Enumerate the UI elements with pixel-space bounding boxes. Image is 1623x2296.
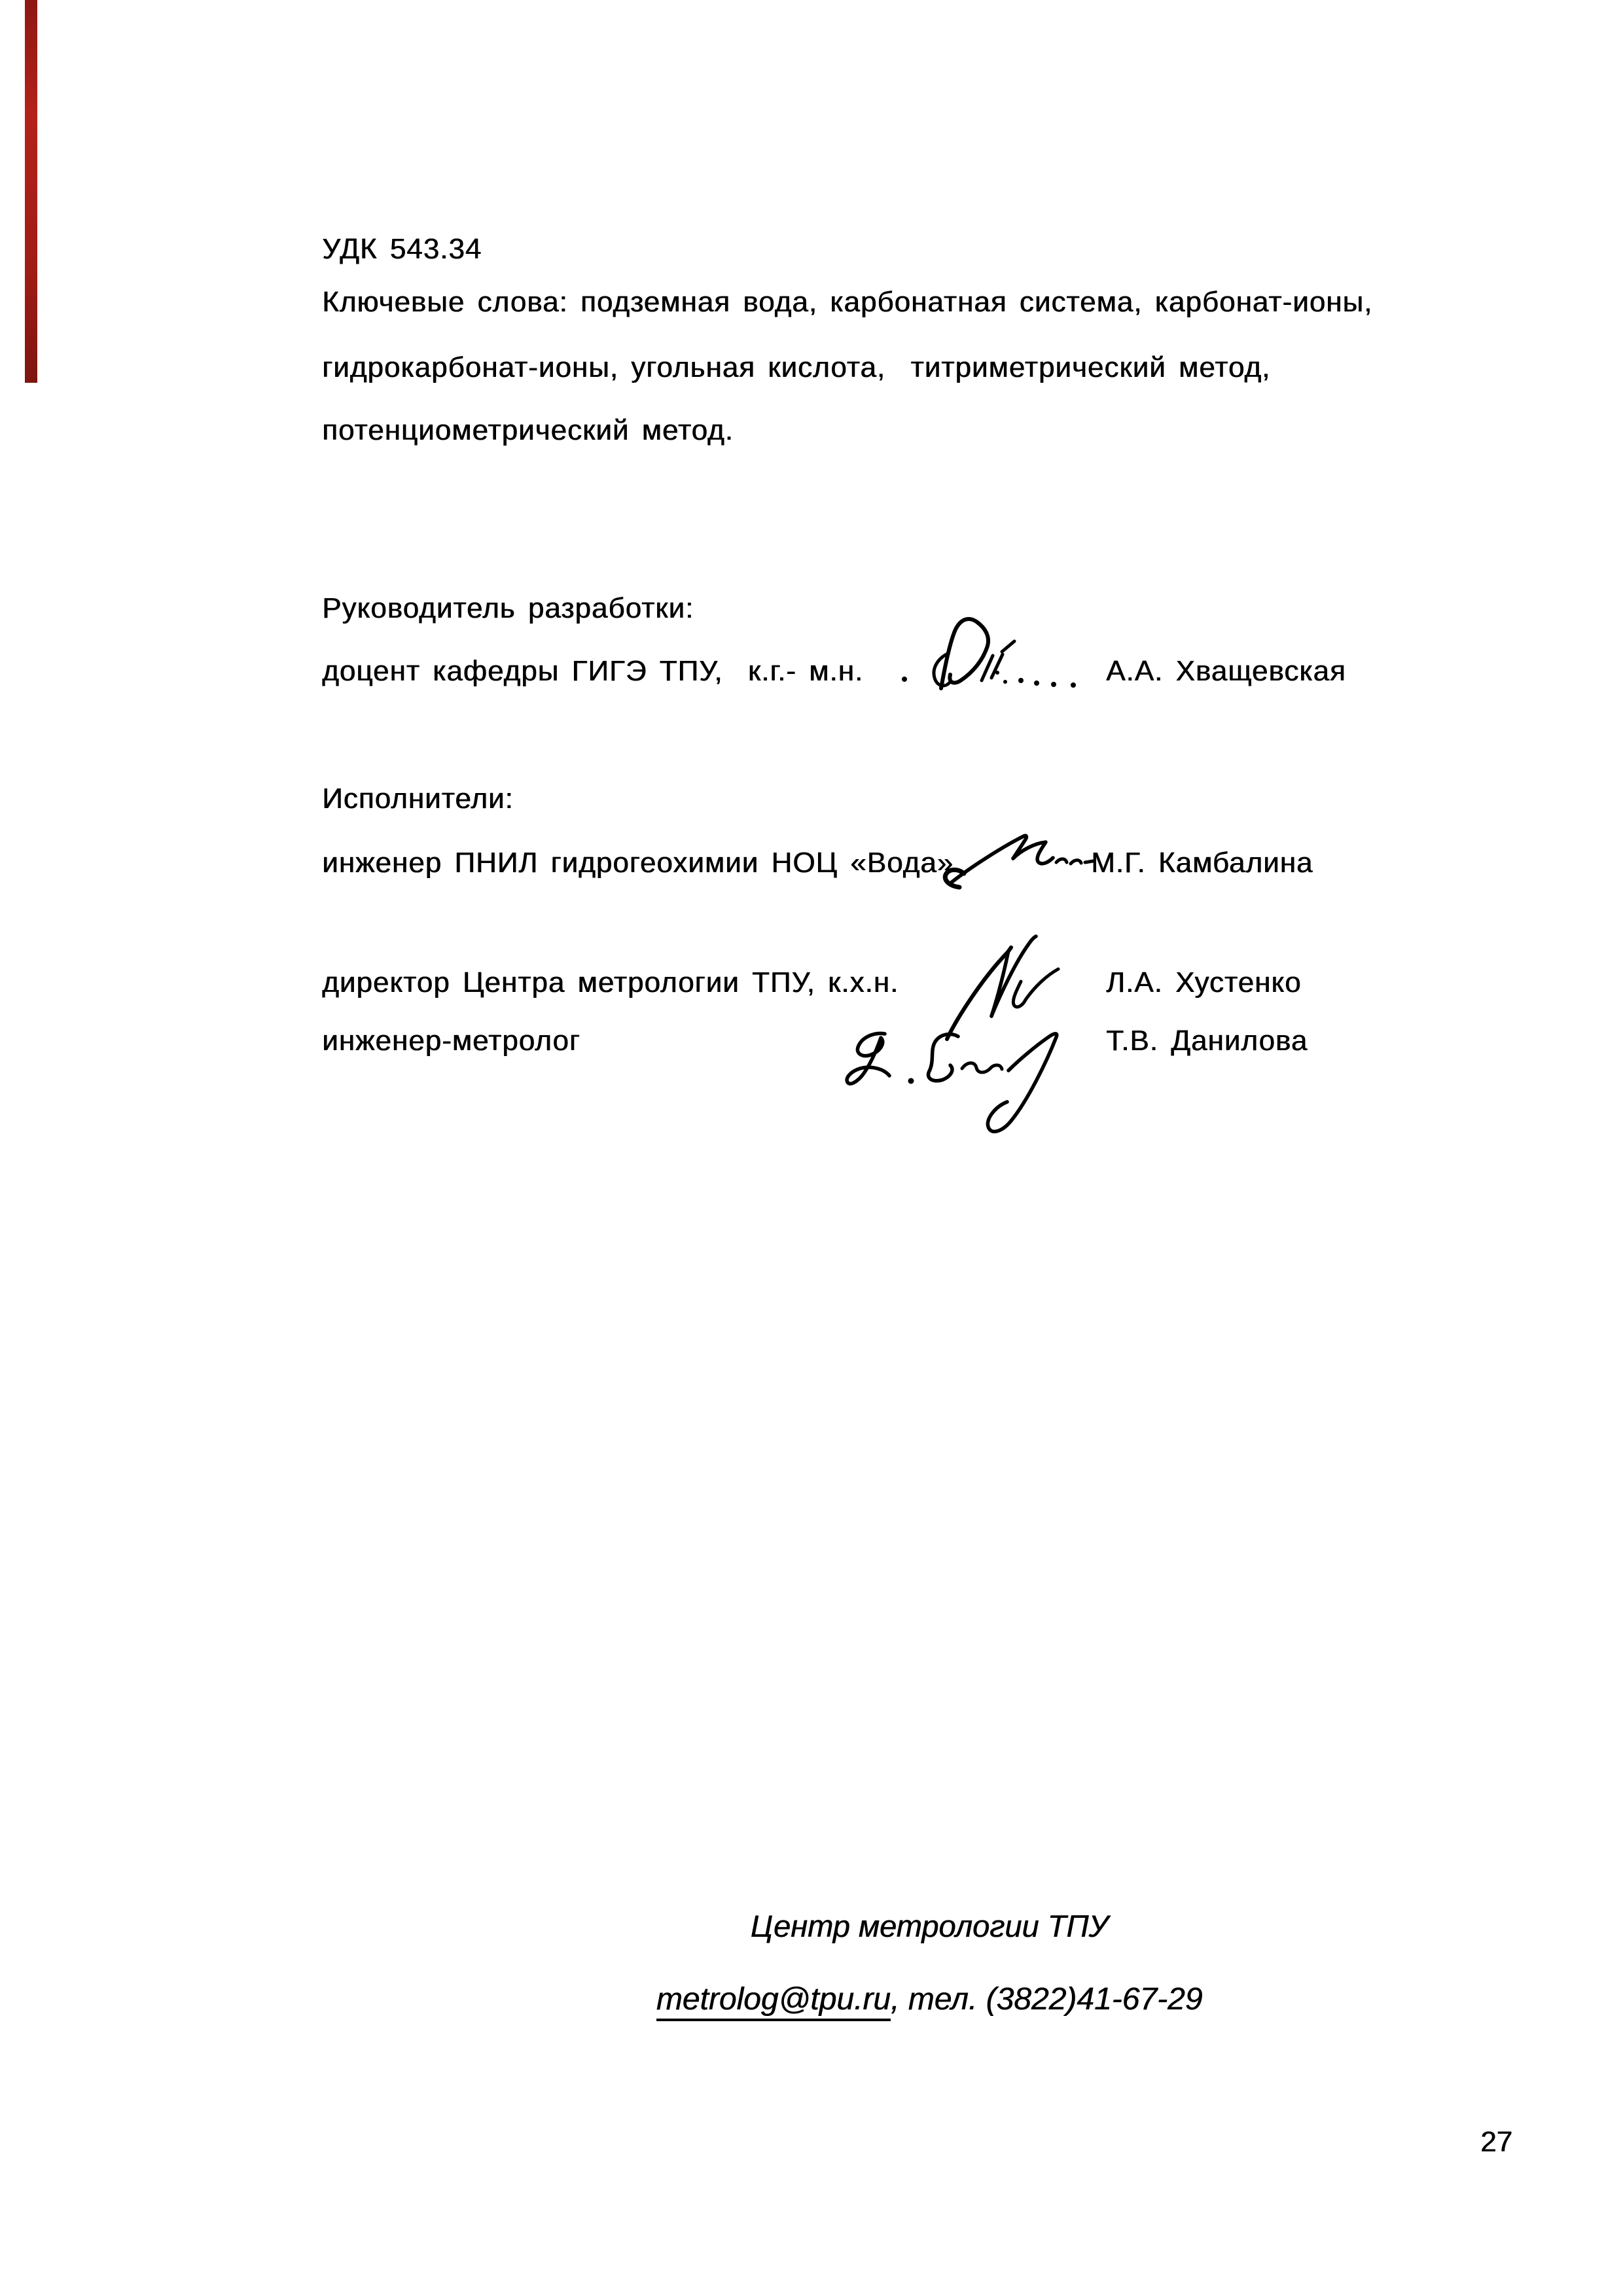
leader-role: доцент кафедры ГИГЭ ТПУ, к.г.- м.н.: [322, 655, 864, 687]
signature-kambalina: [939, 824, 1096, 896]
executors-heading: Исполнители:: [322, 783, 514, 815]
leader-heading: Руководитель разработки:: [322, 592, 694, 624]
footer-phone: , тел. (3822)41-67-29: [890, 1982, 1203, 2017]
footer-email: metrolog@tpu.ru: [656, 1982, 891, 2021]
signature-khvashchevskaya: [870, 615, 1113, 720]
udc-code: УДК 543.34: [322, 233, 482, 265]
keywords-line-1: Ключевые слова: подземная вода, карбонатная система, карбонат-ионы,: [322, 286, 1373, 318]
executor-role-khustenko: директор Центра метрологии ТПУ, к.х.н.: [322, 966, 899, 998]
executor-role-kambalina: инженер ПНИЛ гидрогеохимии НОЦ «Вода»: [322, 847, 954, 879]
footer-organization: Центр метрологии ТПУ: [750, 1909, 1109, 1943]
keywords-line-2: гидрокарбонат-ионы, угольная кислота, титриметрический метод,: [322, 351, 1271, 383]
executor-role-danilova: инженер-метролог: [322, 1025, 580, 1057]
executor-name-khustenko: Л.А. Хустенко: [1106, 966, 1302, 998]
footer-contact-line: [393, 1984, 1466, 2015]
scan-edge-red-stripe: [25, 0, 37, 383]
page-number: 27: [1480, 2126, 1512, 2158]
executor-name-danilova: Т.В. Данилова: [1106, 1025, 1308, 1057]
leader-name: А.А. Хващевская: [1106, 655, 1346, 687]
keywords-line-3: потенциометрический метод.: [322, 414, 734, 446]
executor-name-kambalina: М.Г. Камбалина: [1091, 847, 1313, 879]
signature-danilova: [841, 1024, 1083, 1145]
